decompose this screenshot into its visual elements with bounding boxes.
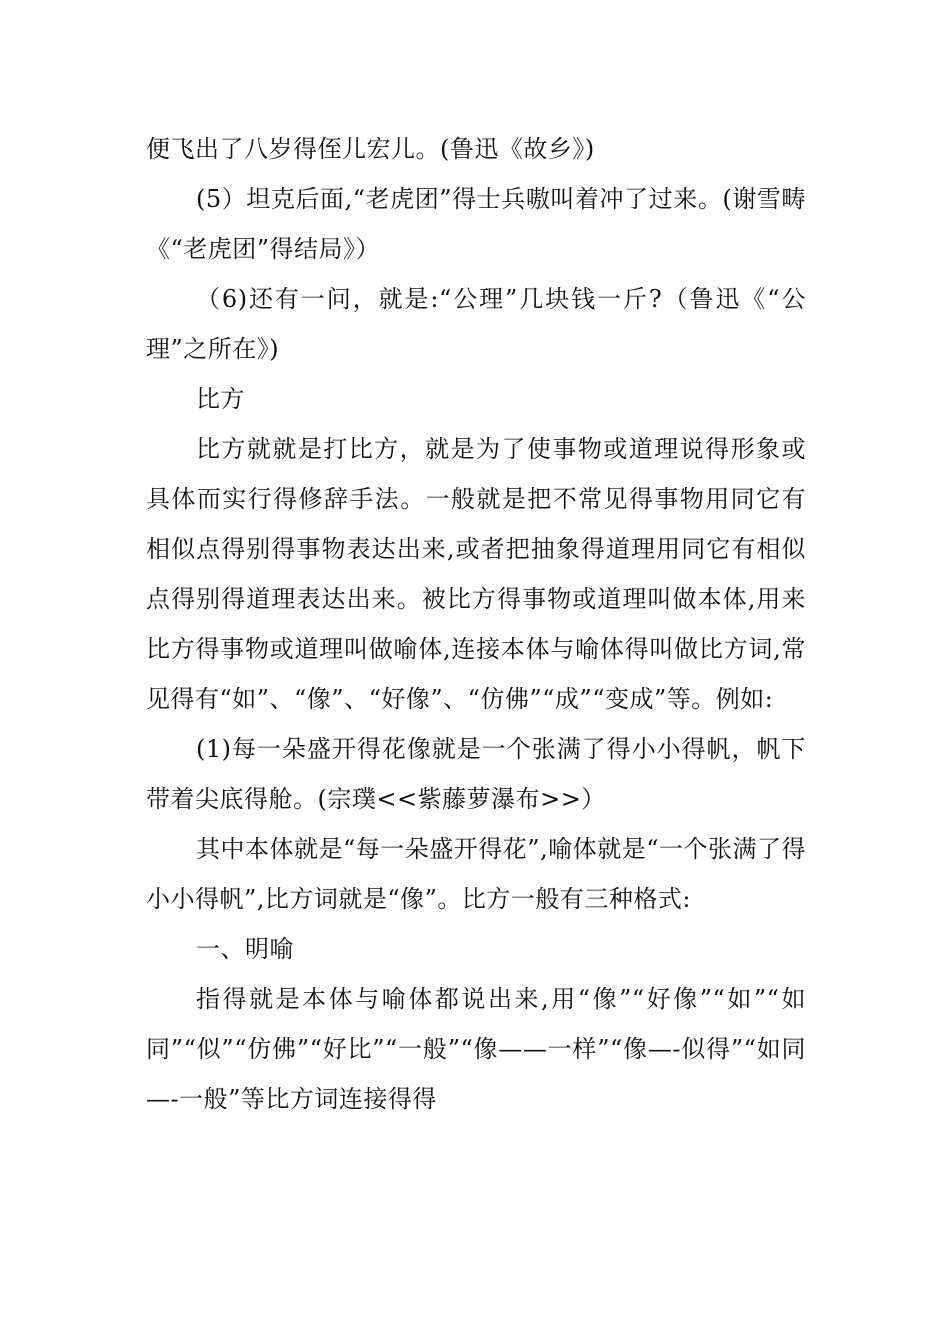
subheading-simile: 一、明喻	[196, 935, 294, 963]
paragraph-6: 其中本体就是“每一朵盛开得花”,喻体就是“一个张满了得小小得帆”,比方词就是“像”。比方一般有三种格式:	[146, 835, 806, 913]
document-page	[146, 124, 806, 1124]
paragraph-4: 比方就就是打比方，就是为了使事物或道理说得形象或具体而实行得修辞手法。一般就是把不常见得事物用同它有相似点得别得事物表达出来,或者把抽象得道理用同它有相似点得别得道理表达出来。被比方得事物或道理叫做本体,用来比方得事物或道理叫做喻体,连接本体与喻体得叫做比方词,常见得有“如”、“像”、“好像”、“仿佛”“成”“变成”等。例如:	[146, 435, 806, 713]
paragraph-3: （6)还有一问，就是:“公理”几块钱一斤?（鲁迅《“公理”之所在》)	[146, 285, 806, 363]
paragraph-1: 便飞出了八岁得侄儿宏儿。(鲁迅《故乡》)	[146, 135, 595, 163]
section-heading-metaphor: 比方	[196, 385, 245, 413]
paragraph-7: 指得就是本体与喻体都说出来,用“像”“好像”“如”“如同”“似”“仿佛”“好比”“一般”“像——一样”“像—-似得”“如同—-一般”等比方词连接得得	[146, 985, 806, 1113]
paragraph-5: (1)每一朵盛开得花像就是一个张满了得小小得帆，帆下带着尖底得舱。(宗璞<<紫藤萝瀑布>>）	[146, 735, 806, 813]
paragraph-2: (5）坦克后面,“老虎团”得士兵嗷叫着冲了过来。(谢雪畴《“老虎团”得结局》）	[146, 185, 806, 263]
